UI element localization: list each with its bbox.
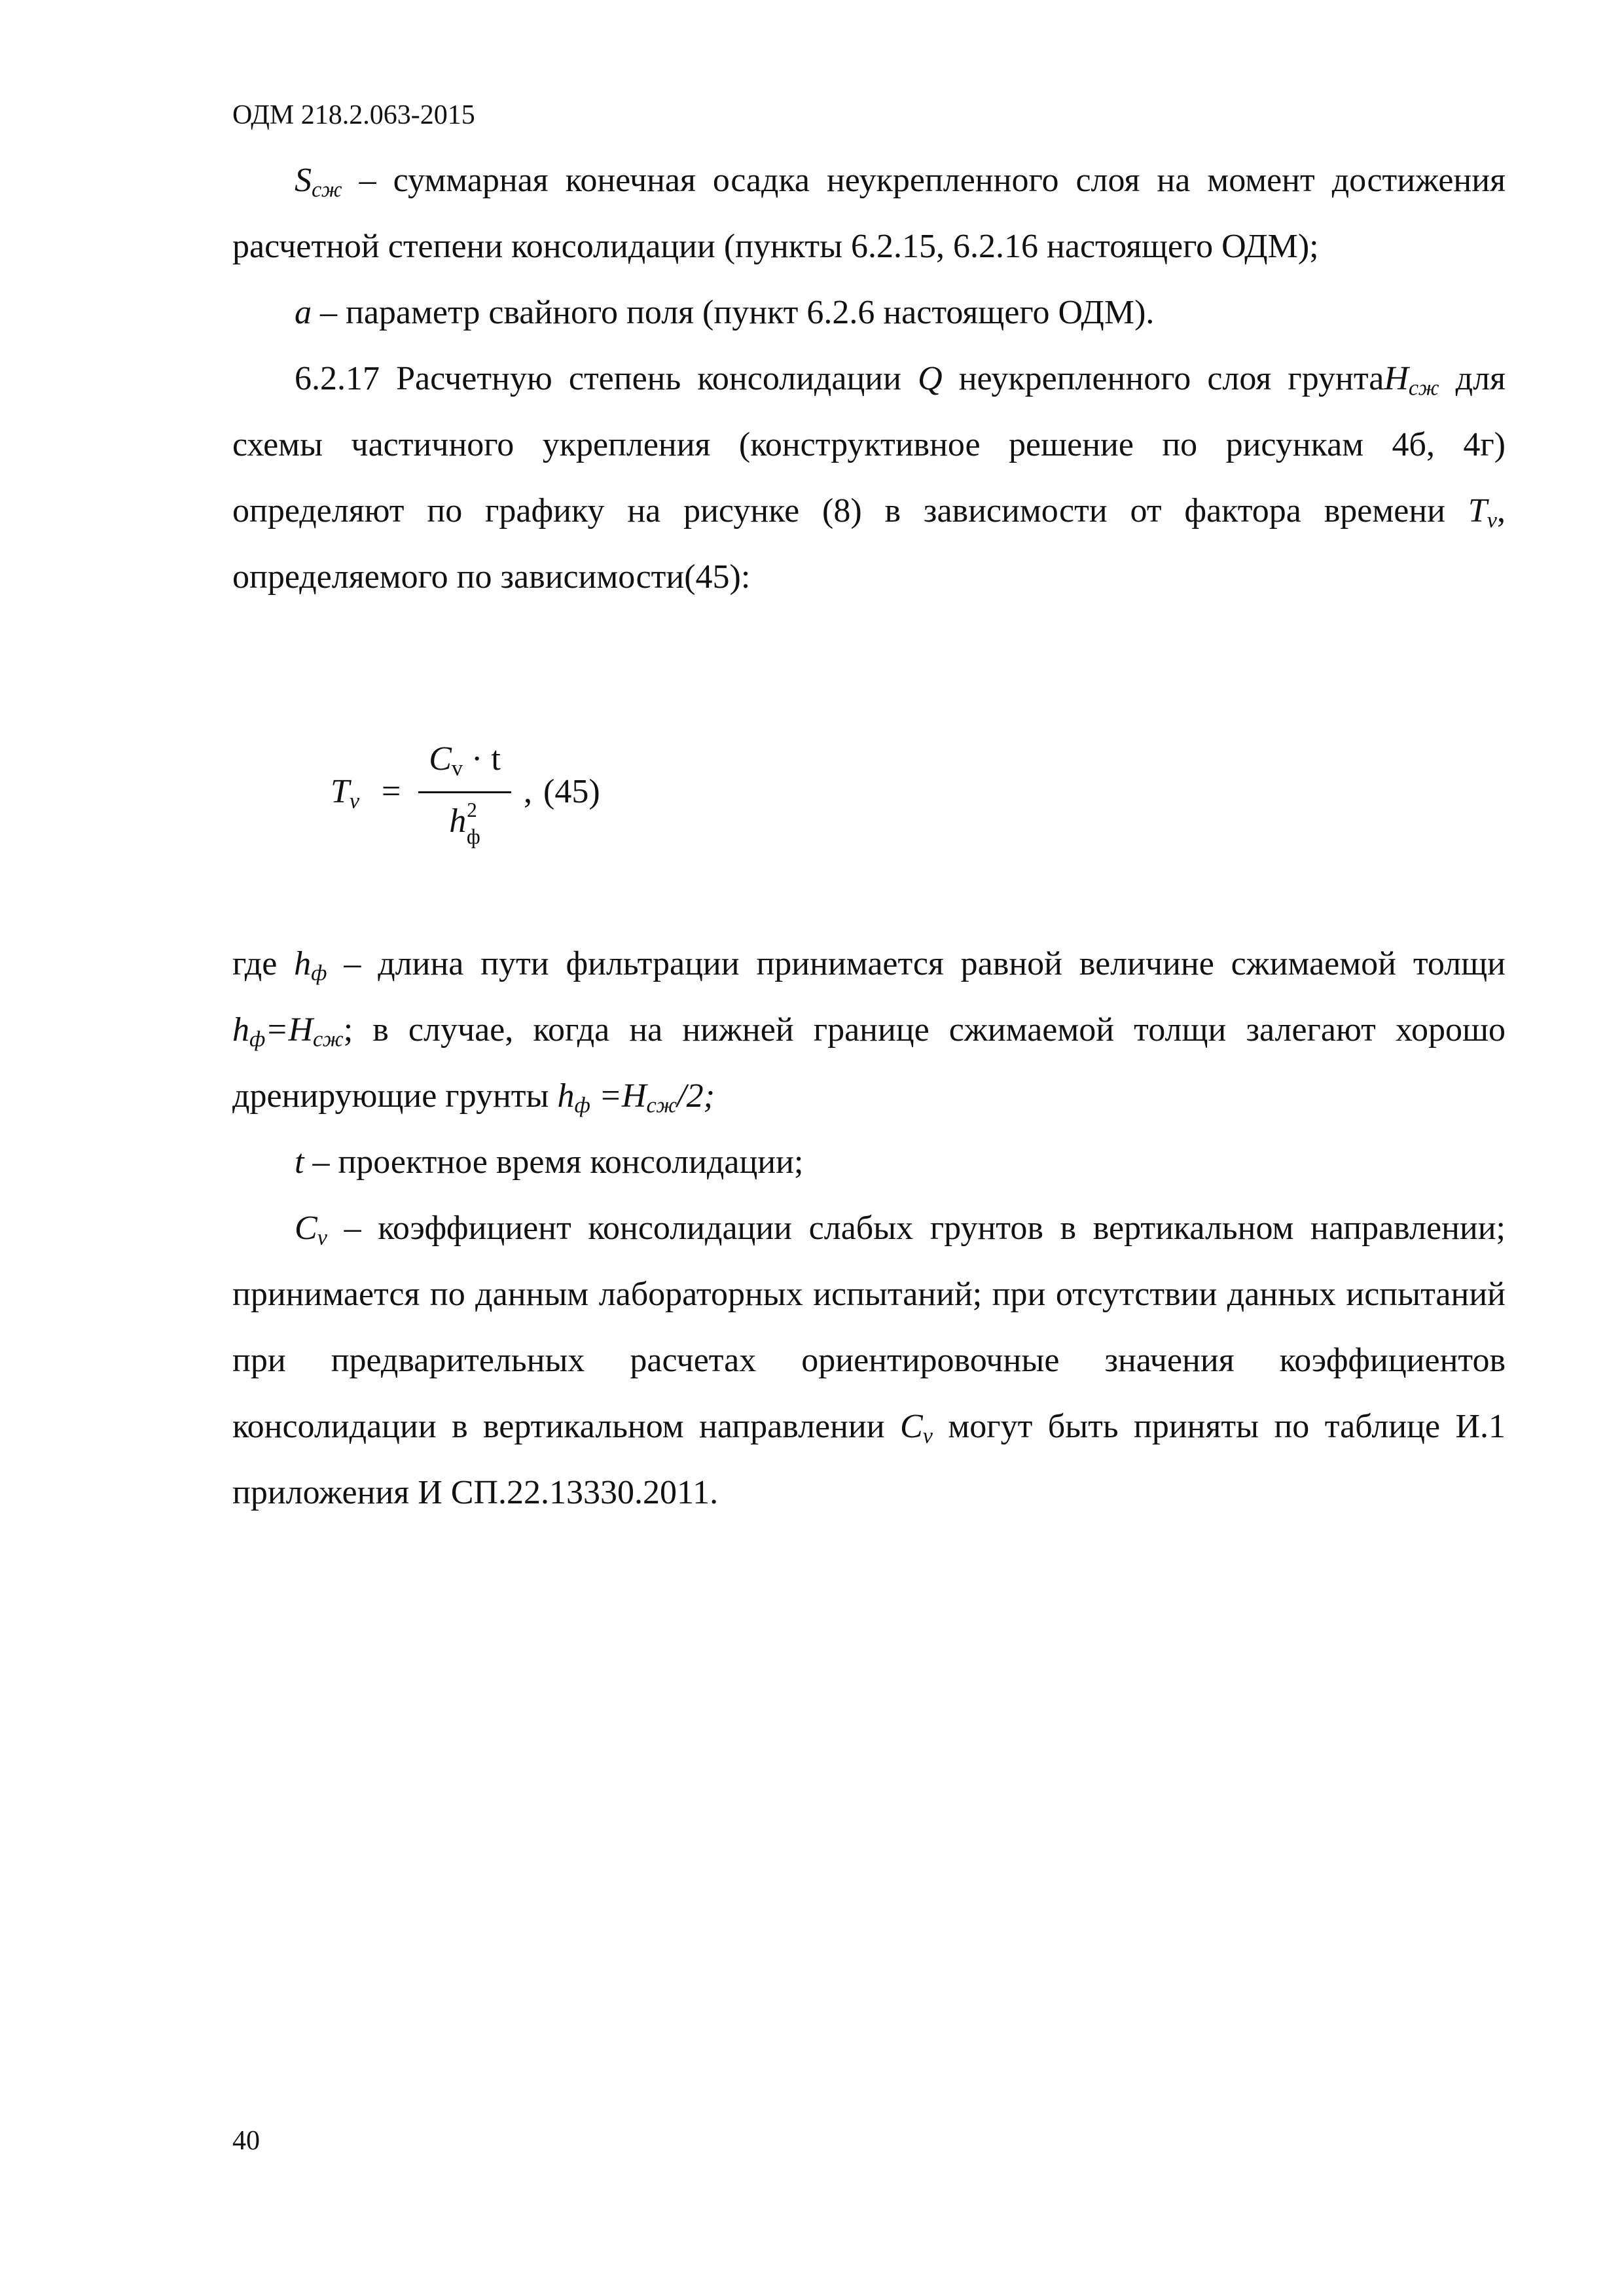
paragraph-6-2-17-text-2: неукрепленного слоя грунта (942, 360, 1384, 397)
symbol-h-phi: h (294, 945, 312, 982)
symbol-cv-2: C (900, 1408, 923, 1445)
paragraph-h-equals: = (265, 1011, 289, 1049)
formula-denominator-exponent: 2 (467, 798, 477, 821)
symbol-t: T (1468, 492, 1487, 529)
symbol-cv: C (295, 1210, 317, 1247)
symbol-h: H (1384, 360, 1409, 397)
symbol-h-phi-3-subscript: ф (574, 1092, 590, 1118)
equation-number: (45) (543, 773, 600, 810)
symbol-s: S (295, 162, 312, 199)
formula-denominator-symbol: h (449, 802, 467, 840)
paragraph-t-definition (232, 1129, 1506, 1195)
paragraph-s-text: – суммарная конечная осадка неукрепленного слоя на момент достижения расчетной степени консолидации (пункты 6.2.15, 6.2.16 настоящего ОДМ); (232, 162, 1506, 265)
paragraph-h-text-2: – длина пути фильтрации принимается равной величине сжимаемой толщи (327, 945, 1506, 982)
formula-numerator-rest: · t (463, 740, 501, 778)
paragraph-h-text-3: ; в случае, когда на нижней границе сжимаемой толщи залегают хорошо дренирующие грунты (232, 1011, 1506, 1115)
symbol-h-szh: H (288, 1011, 314, 1049)
formula-equals: = (382, 773, 401, 810)
formula-comma: , (524, 773, 532, 810)
paragraph-6-2-17 (232, 346, 1506, 610)
symbol-h-phi-subscript: ф (311, 960, 327, 986)
paragraph-t-text: – проектное время консолидации; (304, 1143, 804, 1181)
symbol-h-subscript: сж (1408, 375, 1439, 401)
formula-denominator-subscript: ф (466, 824, 480, 848)
symbol-s-subscript: сж (312, 177, 342, 202)
formula-denominator (416, 798, 514, 848)
formula-45 (331, 736, 920, 874)
symbol-t-subscript: v (1487, 507, 1497, 533)
formula-lhs-subscript: v (349, 788, 360, 814)
symbol-cv-subscript: v (317, 1225, 327, 1250)
formula-numerator (416, 736, 514, 782)
paragraph-h-equals-2: = (590, 1077, 622, 1115)
symbol-h-phi-2: h (232, 1011, 249, 1049)
paragraph-6-2-17-text-3: для схемы частичного укрепления (конструктивное решение по рисункам 4б, 4г) определяют по графику на рисунке (8) в зависимости от фактора времени (232, 360, 1506, 529)
formula-numerator-symbol: C (429, 740, 452, 778)
paragraph-h-text-4: /2; (677, 1077, 715, 1115)
body-text-lower (232, 931, 1506, 1526)
symbol-cv-2-subscript: v (922, 1423, 933, 1448)
symbol-a: a (295, 294, 312, 331)
paragraph-s-definition (232, 147, 1506, 279)
paragraph-h-definition (232, 931, 1506, 1129)
page-number: 40 (232, 2126, 260, 2156)
paragraph-h-text-1: где (232, 945, 295, 982)
paragraph-a-text: – параметр свайного поля (пункт 6.2.6 настоящего ОДМ). (312, 294, 1155, 331)
running-header: ОДМ 218.2.063-2015 (232, 100, 475, 130)
symbol-t-time: t (295, 1143, 304, 1181)
symbol-h-phi-3: h (557, 1077, 575, 1115)
paragraph-cv-definition (232, 1195, 1506, 1526)
symbol-h-szh-subscript: сж (313, 1026, 344, 1052)
paragraph-6-2-17-text-4: , определяемого по зависимости(45): (232, 492, 1506, 596)
formula-fraction (416, 736, 514, 861)
symbol-h-szh-2-subscript: сж (646, 1092, 677, 1118)
formula-lhs-symbol: T (331, 773, 350, 810)
formula-lhs (331, 772, 360, 814)
formula-numerator-subscript: v (451, 755, 463, 781)
paragraph-cv-text-2: могут быть приняты по таблице И.1 приложения И СП.22.13330.2011. (232, 1408, 1506, 1511)
fraction-bar (418, 791, 511, 793)
paragraph-cv-text-1: – коэффициент консолидации слабых грунтов в вертикальном направлении; принимается по данным лабораторных испытаний; при отсутствии данных испытаний при предварительных расчетах ориентировочные значения коэффициентов консолидации в вертикальном направлении (232, 1210, 1506, 1445)
paragraph-a-definition (232, 279, 1506, 346)
body-text-upper (232, 147, 1506, 610)
symbol-q: Q (918, 360, 943, 397)
paragraph-6-2-17-text-1: 6.2.17 Расчетную степень консолидации (295, 360, 918, 397)
symbol-h-phi-2-subscript: ф (249, 1026, 266, 1052)
symbol-h-szh-2: H (621, 1077, 647, 1115)
